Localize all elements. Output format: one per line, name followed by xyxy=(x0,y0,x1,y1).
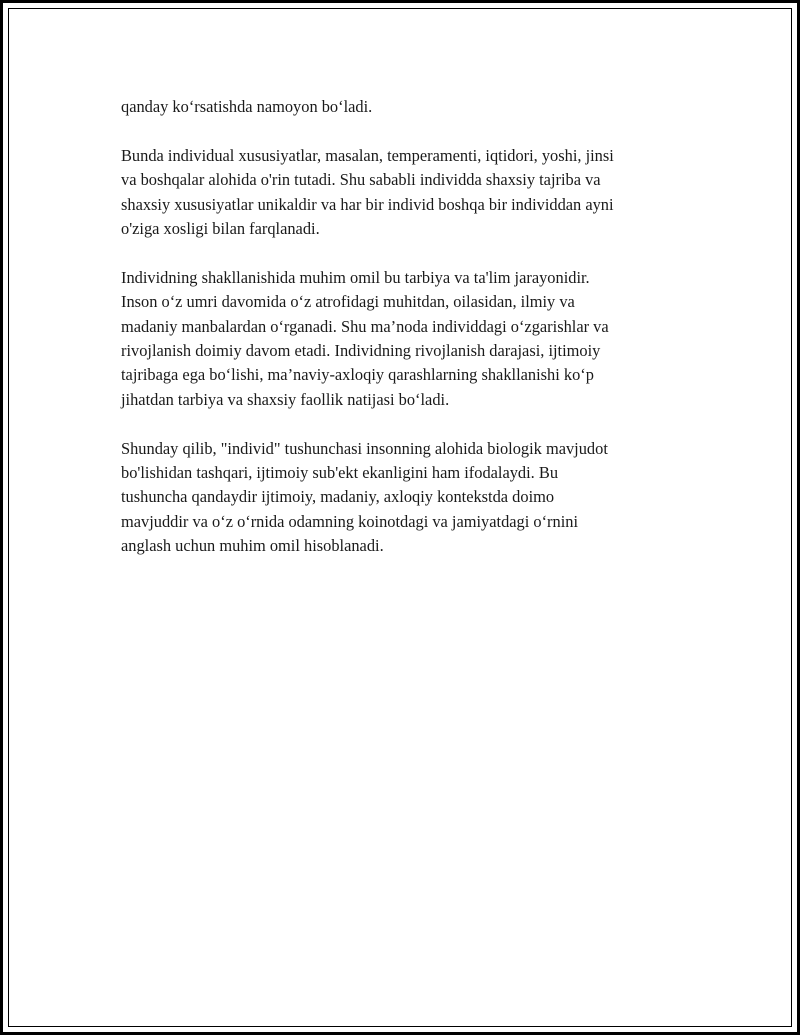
text-line: va boshqalar alohida o'rin tutadi. Shu sababli individda shaxsiy tajriba va xyxy=(121,170,601,190)
text-line: rivojlanish doimiy davom etadi. Individning rivojlanish darajasi, ijtimoiy xyxy=(121,341,601,361)
text-line: qanday ko‘rsatishda namoyon bo‘ladi. xyxy=(121,97,373,116)
paragraph-4 xyxy=(121,437,681,559)
text-line: Shunday qilib, "individ" tushunchasi insonning alohida biologik mavjudot xyxy=(121,438,608,458)
text-line: tushuncha qandaydir ijtimoiy, madaniy, axloqiy kontekstda doimo xyxy=(121,487,555,507)
text-line: mavjuddir va o‘z o‘rnida odamning koinotdagi va jamiyatdagi o‘rnini xyxy=(121,511,579,531)
paragraph-3 xyxy=(121,266,681,412)
paragraph-1 xyxy=(121,95,681,119)
text-line: Inson o‘z umri davomida o‘z atrofidagi muhitdan, oilasidan, ilmiy va xyxy=(121,292,575,312)
text-line: Individning shakllanishida muhim omil bu tarbiya va ta'lim jarayonidir. xyxy=(121,267,590,287)
text-line: o'ziga xosligi bilan farqlanadi. xyxy=(121,219,320,239)
text-line: bo'lishidan tashqari, ijtimoiy sub'ekt ekanligini ham ifodalaydi. Bu xyxy=(121,463,559,483)
text-line: madaniy manbalardan o‘rganadi. Shu ma’noda individdagi o‘zgarishlar va xyxy=(121,316,609,336)
text-line: Bunda individual xususiyatlar, masalan, temperamenti, iqtidori, yoshi, jinsi xyxy=(121,145,614,165)
paragraph-2 xyxy=(121,144,681,242)
text-line: shaxsiy xususiyatlar unikaldir va har bir individ boshqa bir individdan ayni xyxy=(121,194,614,214)
text-line: tajribaga ega bo‘lishi, ma’naviy-axloqiy qarashlarning shakllanishi ko‘p xyxy=(121,365,594,385)
text-line: jihatdan tarbiya va shaxsiy faollik natijasi bo‘ladi. xyxy=(121,389,450,409)
document-body xyxy=(121,95,681,583)
text-line: anglash uchun muhim omil hisoblanadi. xyxy=(121,536,384,556)
